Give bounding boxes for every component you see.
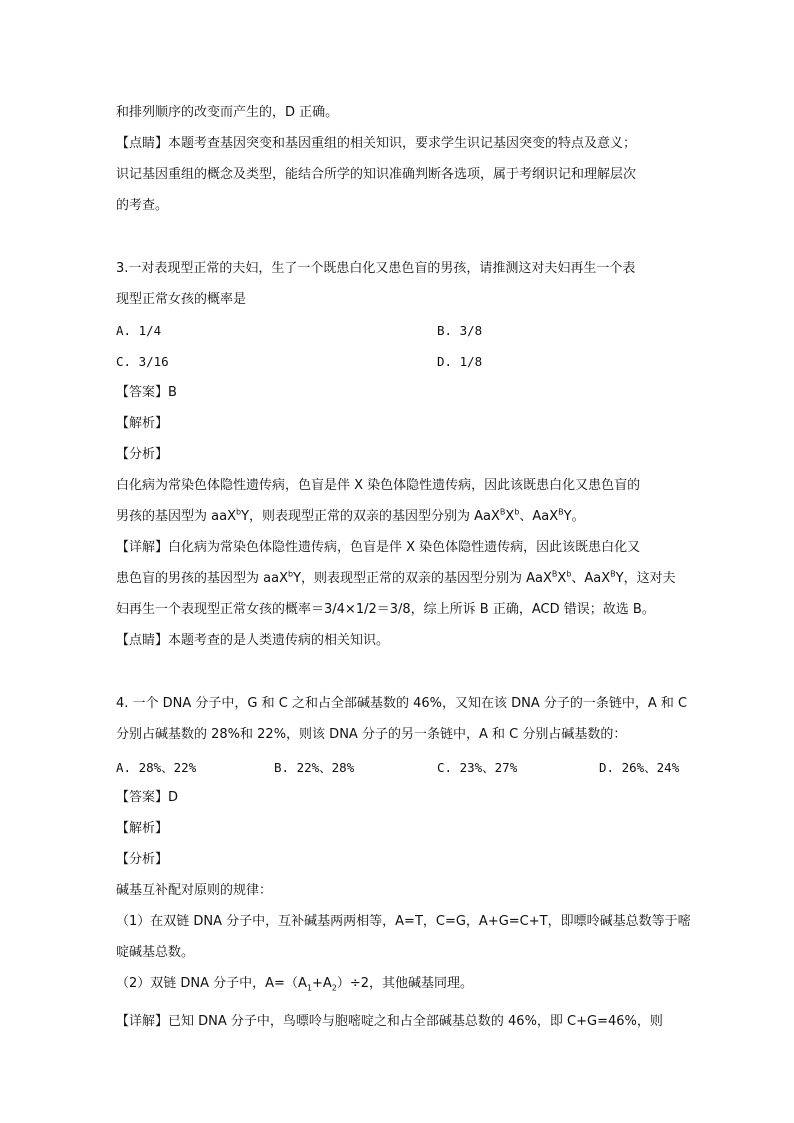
q3-dianjing: 【点睛】本题考查的是人类遗传病的相关知识。 xyxy=(116,633,390,648)
q4-rule-2: （2）双链 DNA 分子中，$A=(A_1+A_2)\div 2$，其他碱基同理。 xyxy=(116,976,473,993)
prev-dianjing-line-2: 识记基因重组的概念及类型，能结合所学的知识准确判断各选项，属于考纲识记和理解层次 xyxy=(116,167,637,182)
q4-detail-line-1: 【详解】已知 DNA 分子中，鸟嘌呤与胞嘧啶之和占全部碱基总数的 46%，即 C+G=46%，则 xyxy=(116,1014,663,1029)
q4-rule-title: 碱基互补配对原则的规律： xyxy=(116,883,273,898)
q4-stem-line-2: 分别占碱基数的 28%和 22%，则该 DNA 分子的另一条链中，A 和 C 分别占碱基数的： xyxy=(116,727,627,742)
q3-stem-line-2: 现型正常女孩的概率是 xyxy=(116,292,247,307)
q3-analysis-line-2: 男孩的基因型为 aaX$^b$Y，则表现型正常的双亲的基因型分别为 $AaX^BX^b$、AaX$^B$Y。 xyxy=(116,507,585,524)
q4-option-b: B. 22%、28% xyxy=(274,760,355,775)
q4-jiexi-heading: 【解析】 xyxy=(116,821,169,836)
prev-dianjing-line-1: 【点睛】本题考查基因突变和基因重组的相关知识，要求学生识记基因突变的特点及意义； xyxy=(116,136,637,151)
q4-stem-line-1: 4. 一个 DNA 分子中，G 和 C 之和占全部碱基数的 46%，又知在该 DNA 分子的一条链中，A 和 C xyxy=(116,696,688,711)
q3-detail-line-2: 患色盲的男孩的基因型为 aaX$^b$Y，则表现型正常的双亲的基因型分别为 $AaX^BX^b$、AaX$^B$Y，这对夫 xyxy=(116,569,676,586)
q3-answer: 【答案】B xyxy=(116,385,177,400)
q4-answer: 【答案】D xyxy=(116,790,179,805)
q3-analysis-line-1: 白化病为常染色体隐性遗传病，色盲是伴 X 染色体隐性遗传病，因此该既患白化又患色盲的 xyxy=(116,478,641,493)
q4-rule-1-line-1: （1）在双链 DNA 分子中，互补碱基两两相等，A=T，C=G，A+G=C+T，即嘌呤碱基总数等于嘧 xyxy=(116,914,691,929)
q3-fenxi-heading: 【分析】 xyxy=(116,447,169,462)
prev-answer-tail: 和排列顺序的改变而产生的，D 正确。 xyxy=(116,105,339,120)
q4-option-c: C. 23%、27% xyxy=(437,760,518,775)
q4-fenxi-heading: 【分析】 xyxy=(116,852,169,867)
q3-option-b: B. 3/8 xyxy=(437,323,483,338)
q4-option-d: D. 26%、24% xyxy=(599,760,680,775)
q4-option-a: A. 28%、22% xyxy=(116,760,197,775)
q3-option-d: D. 1/8 xyxy=(437,354,483,369)
q4-rule-1-line-2: 啶碱基总数。 xyxy=(116,945,195,960)
prev-dianjing-line-3: 的考查。 xyxy=(116,198,169,213)
q3-stem-line-1: 3.一对表现型正常的夫妇，生了一个既患白化又患色盲的男孩，请推测这对夫妇再生一个表 xyxy=(116,261,636,276)
q3-jiexi-heading: 【解析】 xyxy=(116,416,169,431)
q3-detail-line-3: 妇再生一个表现型正常女孩的概率＝3/4×1/2＝3/8，综上所诉 B 正确，ACD 错误；故选 B。 xyxy=(116,602,655,617)
q3-option-a: A. 1/4 xyxy=(116,323,162,338)
q3-detail-line-1: 【详解】白化病为常染色体隐性遗传病，色盲是伴 X 染色体隐性遗传病，因此该既患白化又 xyxy=(116,540,641,555)
q3-option-c: C. 3/16 xyxy=(116,354,169,369)
